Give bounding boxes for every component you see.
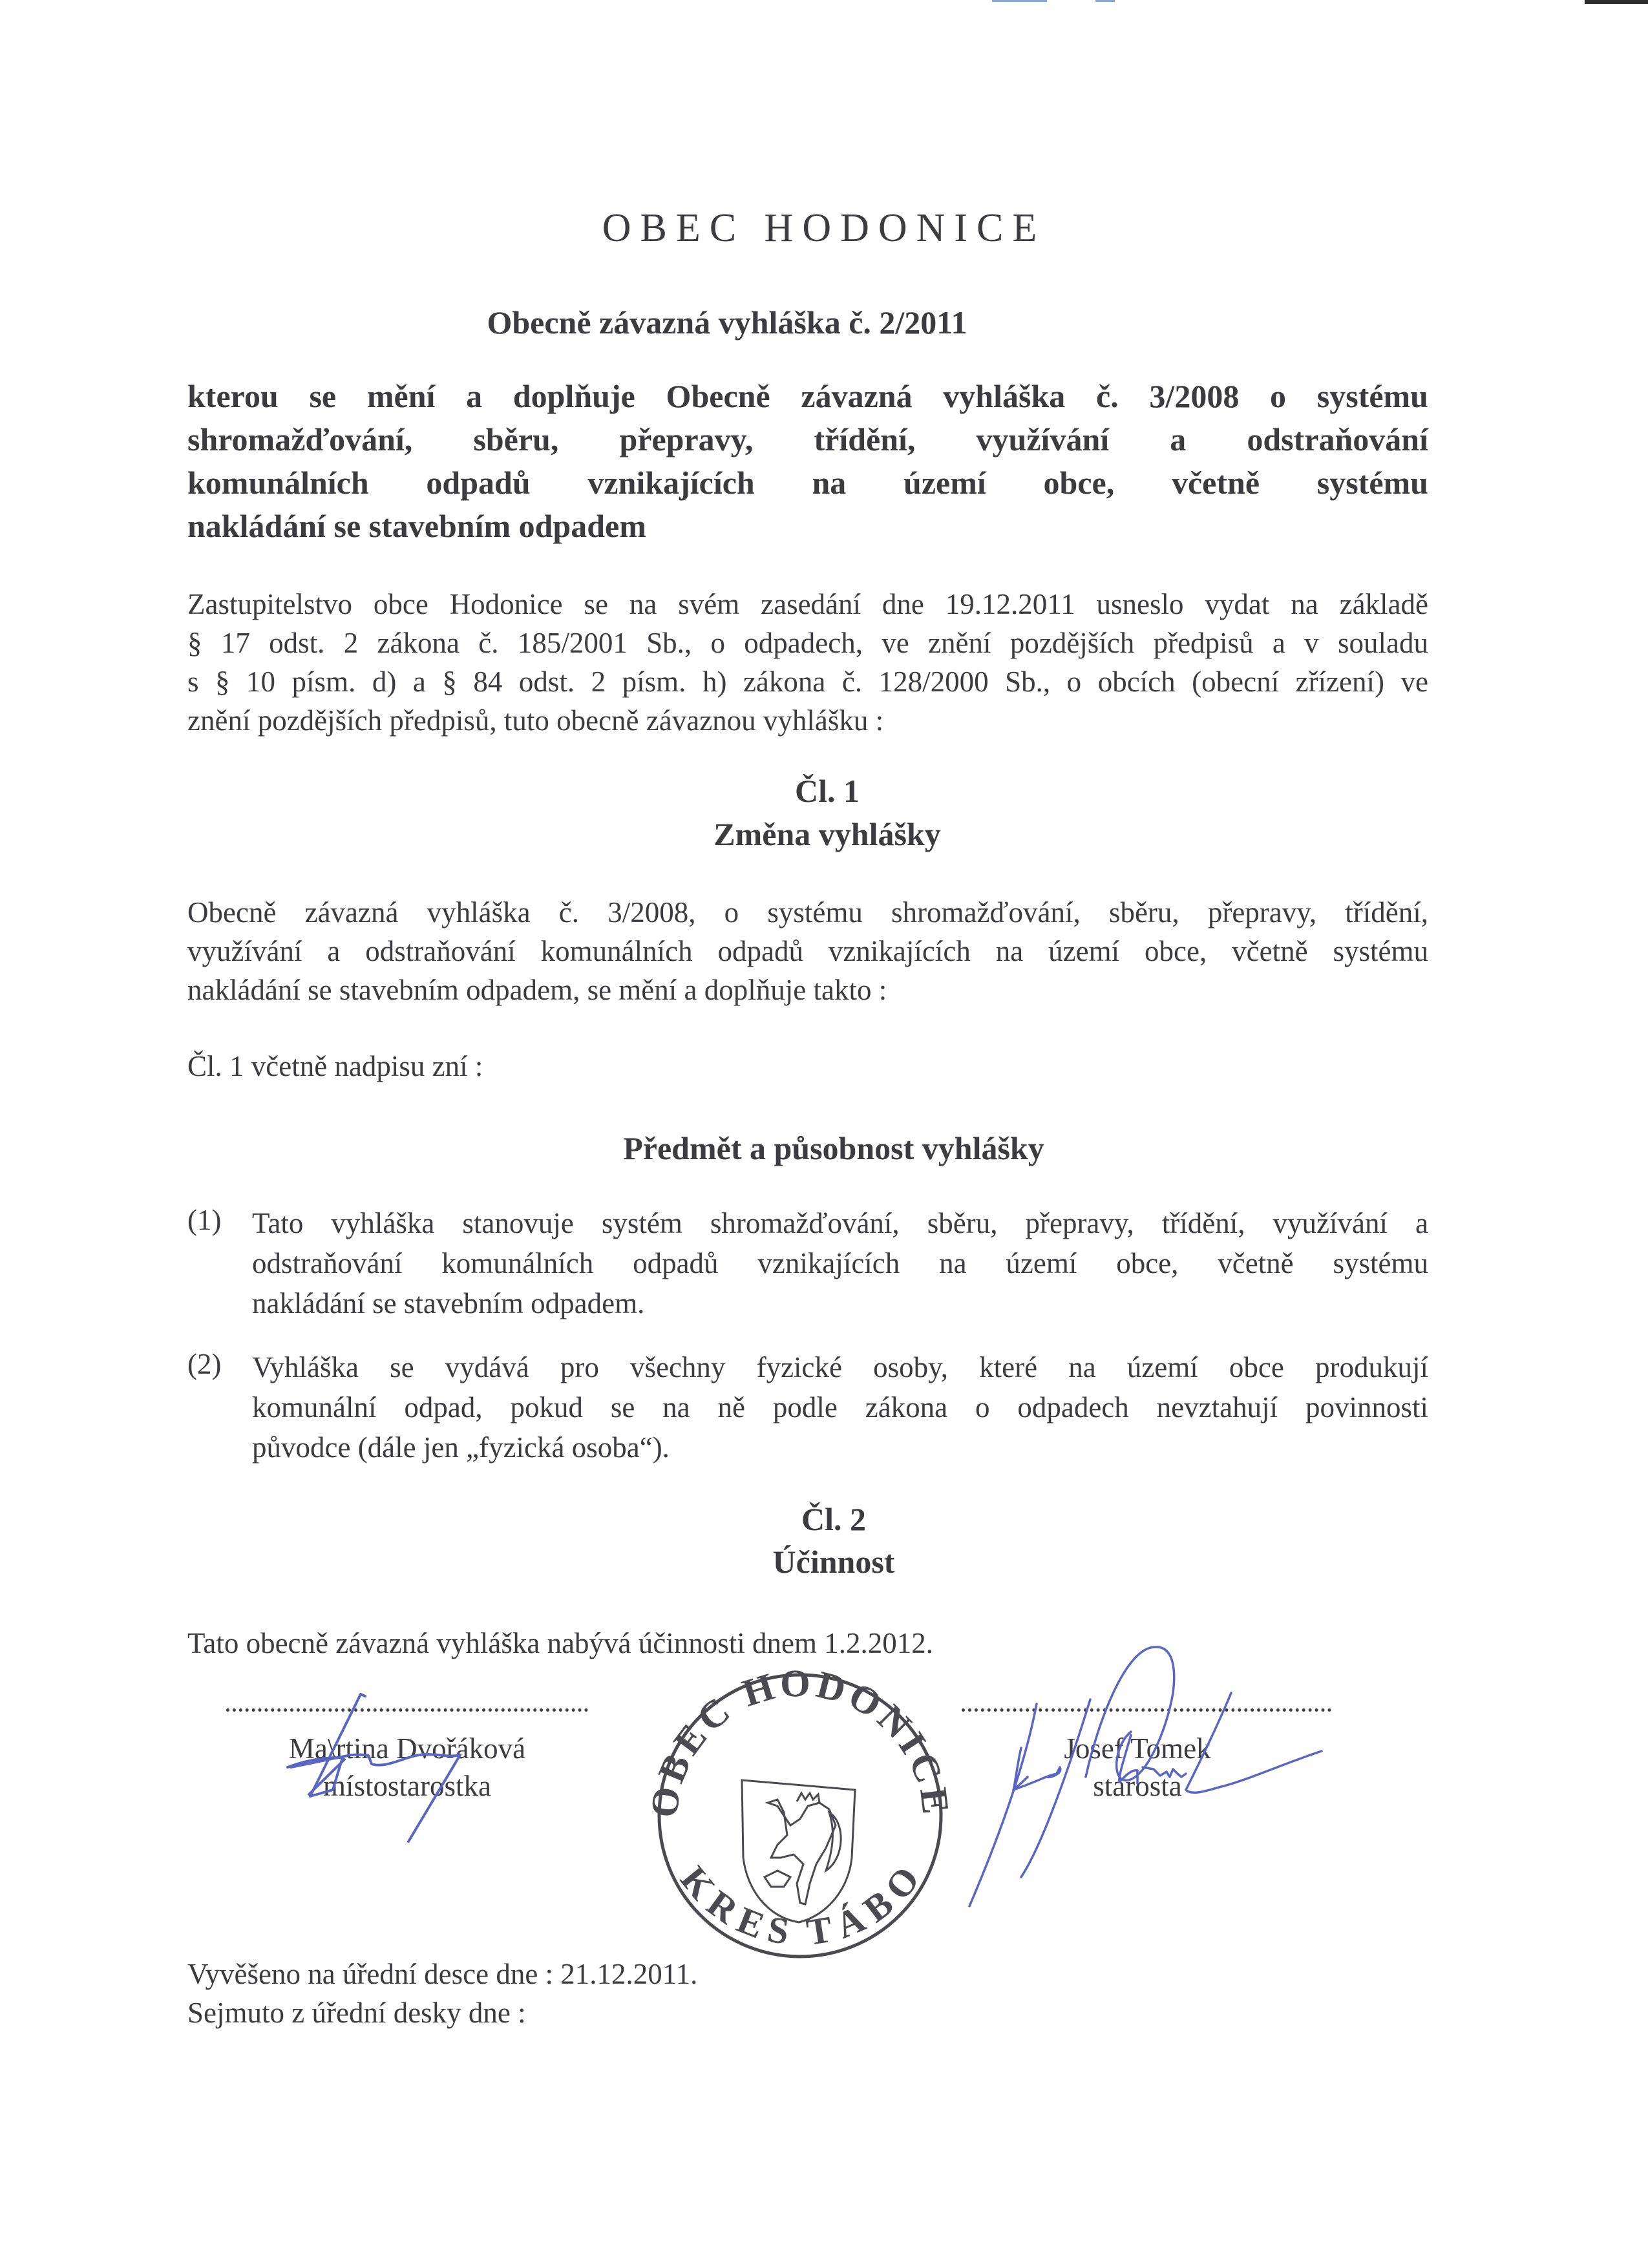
stamp-bottom-text: OKRES TÁBOR [622, 1657, 929, 1954]
amendment-intro-text: Čl. 1 včetně nadpisu zní : [187, 1050, 483, 1082]
item-2-text [252, 1347, 1428, 1467]
item-2-number: (2) [187, 1348, 222, 1380]
item-1-line: Tato vyhláška stanovuje systém shromažďování, sběru, přepravy, třídění, využívání a [252, 1207, 1428, 1239]
article-1-body [187, 893, 1428, 1009]
mayor-role: starosta [1093, 1770, 1182, 1802]
scan-artifact [992, 0, 1047, 2]
heading-line: kterou se mění a doplňuje Obecně závazná vyhláška č. 3/2008 o systému [187, 378, 1428, 414]
item-1-text [252, 1203, 1428, 1323]
preamble-paragraph [187, 585, 1428, 740]
heading-line: shromažďování, sběru, přepravy, třídění, využívání a odstraňování [187, 421, 1428, 457]
amended-article-title: Předmět a působnost vyhlášky [623, 1130, 1044, 1166]
posting-info [187, 1955, 697, 2032]
amendment-intro [187, 1047, 1428, 1086]
item-1-line: nakládání se stavebním odpadem. [252, 1287, 645, 1319]
article-1-body-line: využívání a odstraňování komunálních odpadů vznikajících na území obce, včetně systému [187, 935, 1428, 967]
preamble-line: znění pozdějších předpisů, tuto obecně závaznou vyhlášku : [187, 704, 884, 737]
item-2-line: komunální odpad, pokud se na ně podle zákona o odpadech nevztahují povinnosti [252, 1391, 1428, 1423]
article-2-number: Čl. 2 [801, 1501, 866, 1537]
stamp-top-text: OBEC HODONICE [642, 1661, 958, 1820]
item-2-line: původce (dále jen „fyzická osoba“). [252, 1431, 670, 1464]
deputy-mayor-signature [194, 1667, 646, 1900]
mayor-signature [937, 1602, 1428, 1913]
article-1-body-line: nakládání se stavebním odpadem, se mění a doplňuje takto : [187, 974, 887, 1006]
removed-date: Sejmuto z úřední desky dne : [187, 1997, 526, 2029]
heading-line: komunálních odpadů vznikajících na území obce, včetně systému [187, 465, 1428, 501]
article-1-number: Čl. 1 [795, 773, 860, 809]
deputy-mayor-role: místostarostka [323, 1770, 491, 1802]
coat-of-arms-icon [742, 1780, 855, 1922]
article-1-body-line: Obecně závazná vyhláška č. 3/2008, o systému shromažďování, sběru, přepravy, třídění, [187, 896, 1428, 929]
municipality-title: OBEC HODONICE [602, 206, 1046, 250]
preamble-line: § 17 odst. 2 zákona č. 185/2001 Sb., o odpadech, ve znění pozdějších předpisů a v souladu [187, 627, 1428, 659]
regulation-title: Obecně závazná vyhláška č. 2/2011 [487, 304, 967, 341]
preamble-line: s § 10 písm. d) a § 84 odst. 2 písm. h) zákona č. 128/2000 Sb., o obcích (obecní zřízení) ve [187, 666, 1428, 698]
item-2-line: Vyhláška se vydává pro všechny fyzické osoby, které na území obce produkují [252, 1351, 1428, 1383]
article-2-title: Účinnost [772, 1544, 895, 1580]
article-2-body-text: Tato obecně závazná vyhláška nabývá účinnosti dnem 1.2.2012. [187, 1627, 933, 1659]
item-1-number: (1) [187, 1204, 222, 1236]
deputy-mayor-name: Ma\rtina Dvořáková [288, 1732, 526, 1765]
official-stamp [622, 1657, 962, 1961]
posted-date: Vyvěšeno na úřední desce dne : 21.12.2011. [187, 1958, 698, 1990]
item-1-line: odstraňování komunálních odpadů vznikajících na území obce, včetně systému [252, 1247, 1428, 1279]
scan-artifact [1585, 0, 1648, 4]
preamble-line: Zastupitelstvo obce Hodonice se na svém zasedání dne 19.12.2011 usneslo vydat na základě [187, 588, 1428, 620]
heading-line: nakládání se stavebním odpadem [187, 508, 646, 544]
mayor-name: Josef Tomek [1064, 1732, 1211, 1765]
regulation-subject-heading [187, 375, 1428, 548]
scan-artifact [1095, 0, 1115, 2]
article-1-title: Změna vyhlášky [713, 816, 941, 852]
